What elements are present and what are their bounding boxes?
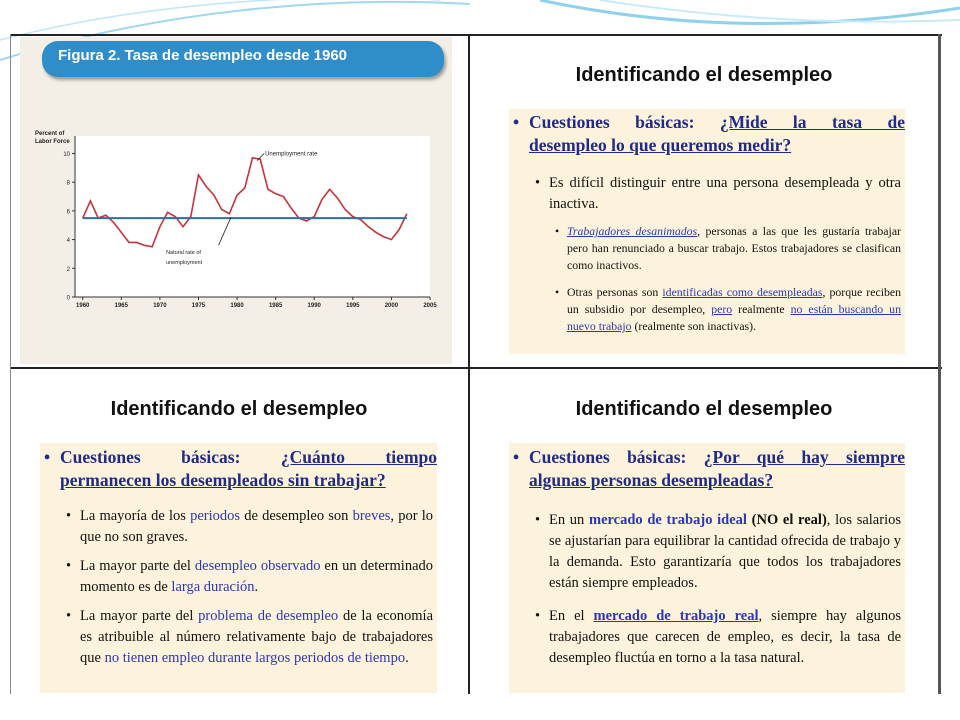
question-prefix: Cuestiones básicas: <box>529 447 687 467</box>
y-tick-label: 6 <box>66 209 70 216</box>
annotation-natural-rate-line2: unemployment <box>166 259 203 266</box>
annotation-natural-rate: Natural rate of <box>166 249 201 256</box>
x-tick-label: 1960 <box>76 303 90 309</box>
right-border <box>938 34 941 694</box>
highlight-breves: breves <box>352 508 391 524</box>
bullet-3 <box>40 606 437 669</box>
y-tick-label: 8 <box>66 180 70 187</box>
x-tick-label: 1970 <box>153 303 167 309</box>
x-tick-label: 1965 <box>114 303 128 309</box>
text-span: (realmente son inactivas). <box>634 319 757 333</box>
text-span: , por lo que no son graves. <box>80 508 433 545</box>
x-tick-label: 1975 <box>191 303 206 309</box>
text-span: En un <box>549 512 585 528</box>
x-tick-label: 2000 <box>384 303 399 309</box>
bullet-2 <box>509 606 905 669</box>
y-tick-label: 0 <box>66 295 70 302</box>
y-axis-label: Percent of <box>35 131 65 137</box>
bullet-1: • Es difícil distinguir entre una persona desempleada y otra inactiva. <box>509 173 905 215</box>
bullet-2 <box>40 556 437 598</box>
y-tick-label: 10 <box>63 151 70 158</box>
question-prefix: Cuestiones básicas: <box>60 447 241 467</box>
highlight-periodos: periodos <box>190 508 241 524</box>
panel-title-bottom-left: Identificando el desempleo <box>110 398 368 420</box>
highlight-desempleo-observado: desempleo observado <box>194 558 321 574</box>
top-border <box>10 34 942 36</box>
highlight-mercado-real: mercado de trabajo real <box>593 608 759 624</box>
text-span: realmente <box>738 302 785 316</box>
content-box-bottom-right <box>509 443 905 693</box>
panel-title-top-right: Identificando el desempleo <box>575 64 833 86</box>
highlight-identificadas: identificadas como desempleadas <box>662 285 823 299</box>
left-border <box>10 34 11 694</box>
highlight-no-estan-buscando: no están buscando un nuevo trabajo <box>567 302 901 333</box>
sub-bullet-1 <box>509 223 905 274</box>
sub-bullet-1-text: , personas a las que les gustaría trabajar pero han renunciado a buscar trabajo. Estos trabajadores se clasifican como inactivos. <box>567 224 901 272</box>
text-span: . <box>254 579 259 595</box>
question-line2: desempleo lo que queremos medir? <box>529 135 792 155</box>
middle-vertical-divider <box>468 34 470 694</box>
figure-title: Figura 2. Tasa de desempleo desde 1960 <box>58 47 348 64</box>
question-bottom-right <box>509 446 905 492</box>
x-tick-label: 1990 <box>307 303 321 309</box>
text-span: de desempleo son <box>244 508 349 524</box>
annotation-unemployment-rate: Unemployment rate <box>265 151 318 158</box>
unemployment-chart <box>20 37 452 364</box>
bullet-1 <box>40 506 437 548</box>
question-line2: permanecen los desempleados sin trabajar? <box>60 470 386 490</box>
unemployment-figure <box>20 37 452 364</box>
content-box-bottom-left <box>40 443 437 693</box>
x-tick-label: 1980 <box>230 303 244 309</box>
text-span: Otras personas son <box>567 285 659 299</box>
question-line1: ¿Mide la tasa de <box>719 112 905 132</box>
content-box-top-right <box>509 109 905 354</box>
text-span: en un determinado momento es de <box>80 558 434 595</box>
text-span: , porque reciben un subsidio por desempleo, <box>567 285 902 316</box>
highlight-larga-duracion: larga duración <box>171 579 255 595</box>
highlight-mercado-ideal: mercado de trabajo ideal <box>588 512 747 528</box>
sub-bullet-2 <box>509 284 905 335</box>
middle-horizontal-divider <box>10 367 942 369</box>
panel-title-bottom-right: Identificando el desempleo <box>575 398 833 420</box>
text-span: . <box>405 650 409 666</box>
bullet-1 <box>509 510 905 594</box>
question-bottom-left <box>40 446 437 492</box>
question-top-right <box>509 111 905 157</box>
text-span: La mayor parte del <box>80 558 191 574</box>
x-tick-label: 1985 <box>268 303 283 309</box>
no-el-real: (NO el real) <box>751 512 827 528</box>
x-tick-label: 1995 <box>346 303 360 309</box>
y-axis-label-line2: Labor Force <box>35 139 70 145</box>
x-tick-label: 2005 <box>423 303 437 309</box>
text-span: La mayoría de los <box>80 508 186 524</box>
highlight-no-tienen-empleo: no tienen empleo durante largos periodos de tiempo <box>104 650 406 666</box>
question-line1: ¿Cuánto tiempo <box>280 447 438 467</box>
question-line1: ¿Por qué hay siempre <box>703 447 905 467</box>
highlight-problema-de-desempleo: problema de desempleo <box>198 608 339 624</box>
text-span: En el <box>549 608 585 624</box>
y-tick-label: 2 <box>66 266 70 273</box>
text-span: de la economía es atribuible al número relativamente bajo de trabajadores que <box>80 608 434 666</box>
text-span: , siempre hay algunos trabajadores que carecen de empleo, es decir, la tasa de desempleo fluctúa en torno a la tasa natural. <box>549 608 901 666</box>
text-span: , los salarios se ajustarían para equilibrar la cantidad ofrecida de trabajo y la demanda. Esto garantizaría que todos los trabajadores están siempre empleados. <box>549 512 901 591</box>
highlight-pero: pero <box>711 302 733 316</box>
trabajadores-desanimados-term: Trabajadores desanimados <box>567 224 698 238</box>
text-span: La mayor parte del <box>80 608 194 624</box>
question-prefix: Cuestiones básicas: <box>529 112 695 132</box>
question-line2: algunas personas desempleadas? <box>529 470 774 490</box>
y-tick-label: 4 <box>66 238 70 245</box>
